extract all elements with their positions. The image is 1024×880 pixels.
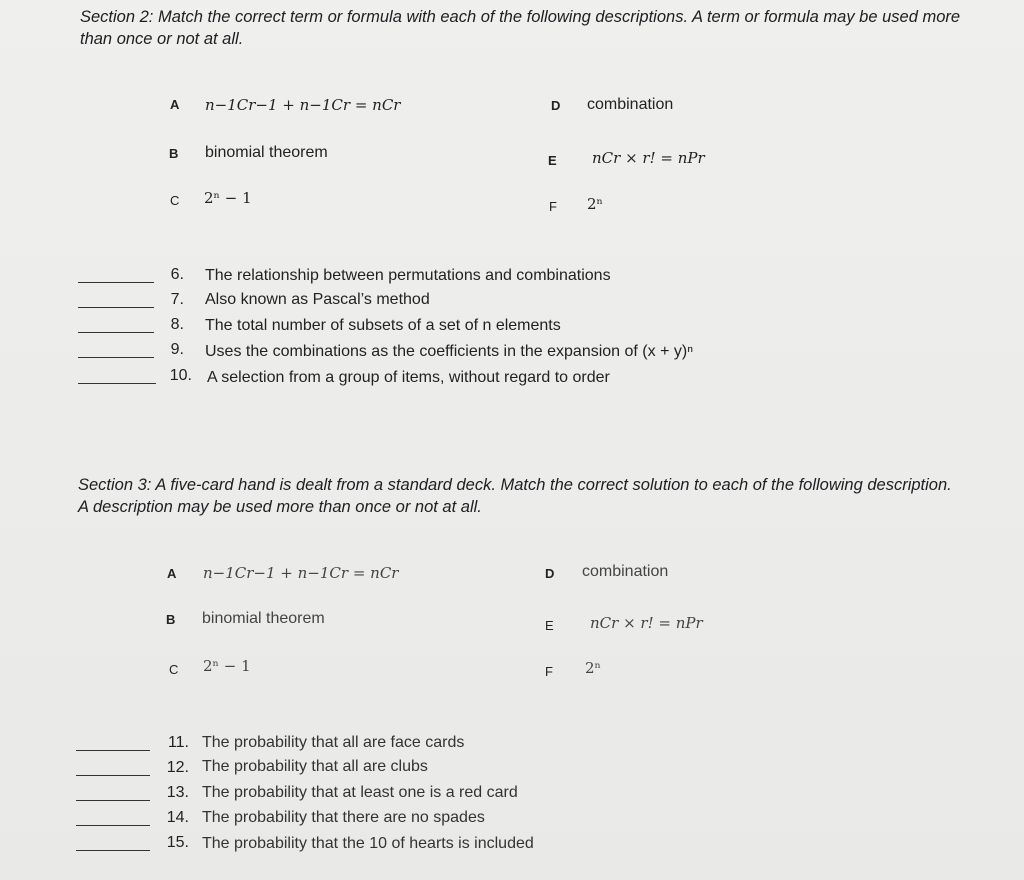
question-number: 6. — [170, 266, 184, 283]
option-formula-pascal: n−1Cr−1 + n−1Cr = nCr — [205, 96, 401, 114]
answer-blank-8[interactable] — [78, 332, 154, 333]
question-number: 14. — [166, 809, 189, 826]
option-letter: A — [170, 97, 180, 112]
option-text: combination — [587, 96, 674, 113]
question-number: 7. — [170, 291, 184, 308]
option-text: binomial theorem — [205, 144, 328, 161]
option-formula-pascal: n−1Cr−1 + n−1Cr = nCr — [203, 564, 399, 582]
option-letter: C — [170, 193, 180, 208]
option-text: binomial theorem — [202, 610, 325, 627]
answer-blank-10[interactable] — [78, 383, 156, 384]
question-text: Uses the combinations as the coefficients in the expansion of (x + y)ⁿ — [205, 343, 694, 360]
answer-blank-14[interactable] — [76, 825, 150, 826]
question-text: The probability that all are face cards — [202, 734, 465, 751]
option-letter: A — [167, 566, 177, 581]
option-formula: 2ⁿ — [585, 659, 602, 677]
section2-heading: Section 2: Match the correct term or formula with each of the following descriptions. A term or formula may be used more than once or not at all. — [80, 8, 961, 48]
answer-blank-9[interactable] — [78, 357, 154, 358]
question-number: 8. — [170, 316, 184, 333]
option-formula-permutation: nCr × r! = nPr — [592, 149, 705, 167]
answer-blank-15[interactable] — [76, 850, 150, 851]
question-number: 10. — [169, 367, 192, 384]
question-number: 13. — [166, 784, 189, 801]
answer-blank-13[interactable] — [76, 800, 150, 801]
answer-blank-6[interactable] — [78, 282, 154, 283]
question-text: The probability that the 10 of hearts is included — [202, 835, 534, 852]
option-letter: E — [545, 618, 554, 633]
question-number: 12. — [166, 759, 189, 776]
option-formula-permutation: nCr × r! = nPr — [590, 614, 703, 632]
option-text: combination — [582, 563, 669, 580]
question-number: 15. — [166, 834, 189, 851]
option-letter: C — [169, 662, 179, 677]
option-formula: 2ⁿ — [587, 195, 604, 213]
question-number: 9. — [170, 341, 184, 358]
question-text: Also known as Pascal’s method — [205, 291, 430, 308]
question-text: The relationship between permutations and combinations — [205, 267, 611, 284]
question-number: 11. — [167, 734, 189, 751]
option-letter: F — [549, 199, 557, 214]
question-text: The probability that at least one is a red card — [202, 784, 518, 801]
option-letter: D — [545, 566, 555, 581]
option-letter: B — [166, 612, 176, 627]
option-letter: D — [551, 98, 561, 113]
answer-blank-12[interactable] — [76, 775, 150, 776]
question-text: The total number of subsets of a set of n elements — [205, 317, 561, 334]
question-text: The probability that all are clubs — [202, 758, 428, 775]
option-letter: E — [548, 153, 557, 168]
section3-heading: Section 3: A five-card hand is dealt from a standard deck. Match the correct solution to each of the following description. A description may be used more than once or not at all. — [78, 476, 952, 516]
option-formula: 2ⁿ − 1 — [204, 189, 252, 207]
option-letter: F — [545, 664, 553, 679]
question-text: The probability that there are no spades — [202, 809, 485, 826]
option-formula: 2ⁿ − 1 — [203, 657, 251, 675]
option-letter: B — [169, 146, 179, 161]
answer-blank-11[interactable] — [76, 750, 150, 751]
answer-blank-7[interactable] — [78, 307, 154, 308]
question-text: A selection from a group of items, without regard to order — [207, 369, 610, 386]
